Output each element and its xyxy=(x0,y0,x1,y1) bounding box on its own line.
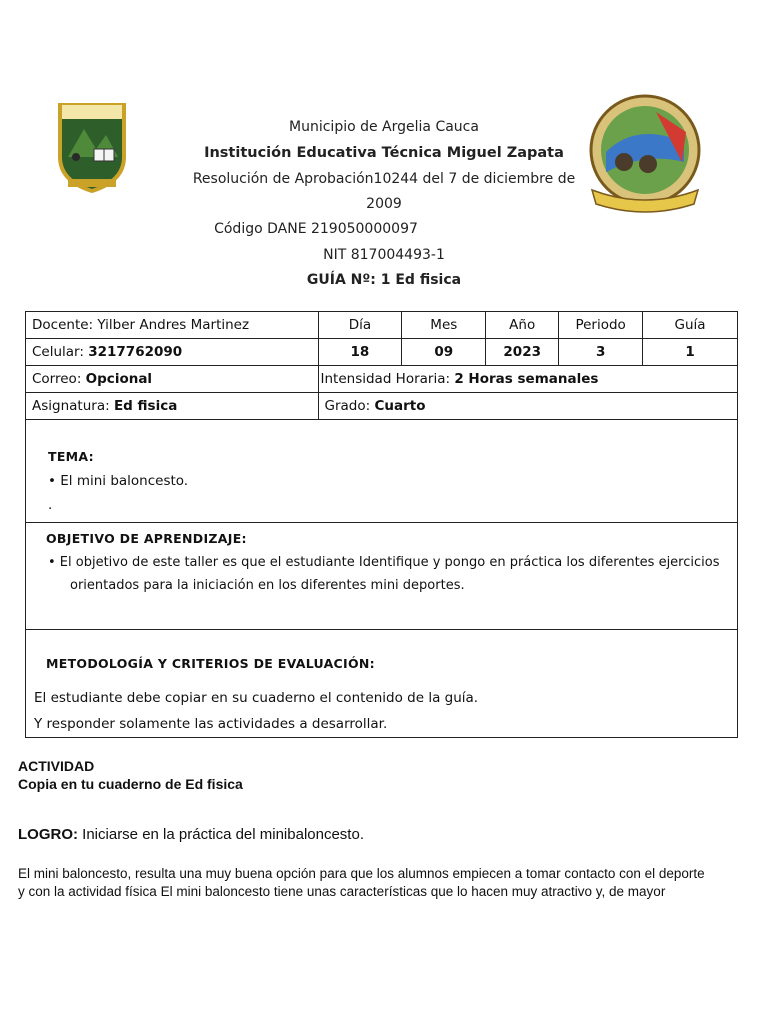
municipio-line: Municipio de Argelia Cauca xyxy=(289,119,479,135)
table-row xyxy=(26,366,738,393)
metodologia-line2: Y responder solamente las actividades a desarrollar. xyxy=(34,716,388,732)
institucion-line: Institución Educativa Técnica Miguel Zapata xyxy=(204,145,564,161)
logro-line xyxy=(18,826,364,843)
body-line1: El mini baloncesto, resulta una muy buena opción para que los alumnos empiecen a tomar contacto con el deporte xyxy=(18,866,705,881)
periodo-value: 3 xyxy=(595,344,606,360)
tema-dot: . xyxy=(48,497,53,513)
guia-title: GUÍA Nº: 1 Ed fisica xyxy=(306,272,462,288)
correo-value: Opcional xyxy=(85,371,153,387)
tema-heading: TEMA: xyxy=(48,449,94,464)
correo-label: Correo: xyxy=(32,371,82,387)
periodo-label: Periodo xyxy=(559,312,643,339)
logro-text: Iniciarse en la práctica del minibaloncesto. xyxy=(82,826,364,843)
docente-cell: Docente: Yilber Andres Martinez xyxy=(26,312,319,339)
guia-label: Guía xyxy=(643,312,738,339)
grado-value: Cuarto xyxy=(374,398,426,414)
objetivo-line1: • El objetivo de este taller es que el estudiante Identifique y pongo en práctica los diferentes ejercicios xyxy=(48,555,720,570)
dia-label: Día xyxy=(318,312,402,339)
guia-value: 1 xyxy=(685,344,695,360)
grado-cell xyxy=(318,393,738,420)
metodologia-section xyxy=(25,629,738,738)
grado-label: Grado: xyxy=(324,398,371,414)
actividad-subtitle: Copia en tu cuaderno de Ed fisica xyxy=(18,776,243,792)
nit-line: NIT 817004493-1 xyxy=(323,247,445,263)
table-row xyxy=(26,339,738,366)
table-row xyxy=(26,393,738,420)
correo-cell xyxy=(26,366,319,393)
anio-label: Año xyxy=(486,312,559,339)
objetivo-section xyxy=(25,522,738,630)
metodologia-line1: El estudiante debe copiar en su cuaderno el contenido de la guía. xyxy=(34,690,479,706)
tema-item: • El mini baloncesto. xyxy=(48,473,189,489)
objetivo-heading: OBJETIVO DE APRENDIZAJE: xyxy=(46,531,247,546)
asignatura-label: Asignatura: xyxy=(32,398,110,414)
actividad-title: ACTIVIDAD xyxy=(18,758,95,774)
asignatura-value: Ed fisica xyxy=(113,398,178,414)
metodologia-heading: METODOLOGÍA Y CRITERIOS DE EVALUACIÓN: xyxy=(46,656,375,671)
dia-value: 18 xyxy=(350,344,370,360)
celular-cell xyxy=(26,339,319,366)
dane-line: Código DANE 219050000097 xyxy=(214,221,418,237)
anio-value: 2023 xyxy=(503,344,541,360)
asignatura-cell xyxy=(26,393,319,420)
intensidad-label: Intensidad Horaria: xyxy=(320,371,451,387)
intensidad-value: 2 Horas semanales xyxy=(454,371,599,387)
logro-label: LOGRO: xyxy=(18,826,78,843)
body-line2: y con la actividad física El mini baloncesto tiene unas características que lo hacen muy atractivo y, de mayor xyxy=(18,884,666,899)
resolucion-year-line: 2009 xyxy=(366,196,402,212)
objetivo-line2: orientados para la iniciación en los diferentes mini deportes. xyxy=(70,578,465,593)
mes-label: Mes xyxy=(402,312,486,339)
celular-label: Celular: xyxy=(32,344,84,360)
mes-value: 09 xyxy=(434,344,454,360)
intensidad-cell xyxy=(318,366,738,393)
celular-value: 3217762090 xyxy=(88,344,183,360)
table-row xyxy=(26,312,738,339)
info-table xyxy=(25,311,738,420)
resolucion-line: Resolución de Aprobación10244 del 7 de diciembre de xyxy=(192,171,576,187)
tema-section xyxy=(25,419,738,523)
